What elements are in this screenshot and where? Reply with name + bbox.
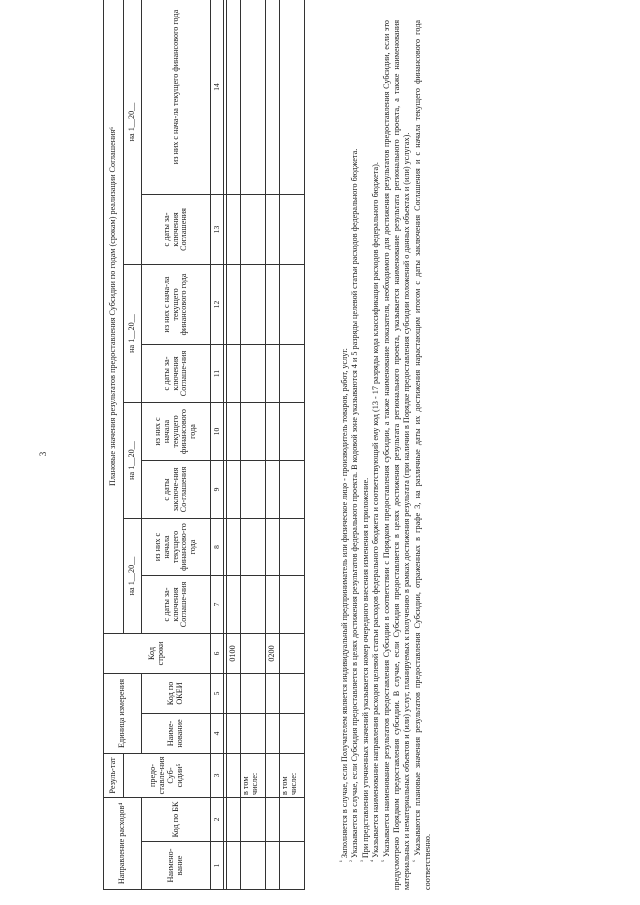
table-cell[interactable]	[227, 460, 241, 518]
from-signing-3-header: с даты за-ключения Соглаше-ния	[142, 344, 211, 402]
name-header: Наимено-вание	[142, 842, 211, 890]
table-cell[interactable]	[241, 460, 266, 518]
table-cell[interactable]	[280, 673, 305, 713]
period-4-header: на 1__20__	[124, 0, 142, 264]
line-code-cell	[280, 633, 305, 673]
table-cell[interactable]	[266, 714, 280, 754]
from-signing-4-header: с даты за-ключения Соглашения	[142, 194, 211, 264]
footnote-text: Указывается наименование направления расходов целевой статьи расходов федерального бюджета и соответствующий ему код (13 - 17 разряды кода классификации расходов федерального бюджета).	[371, 162, 381, 858]
table-cell[interactable]	[280, 460, 305, 518]
table-cell[interactable]	[241, 575, 266, 633]
line-code-cell: 0200	[266, 633, 280, 673]
table-cell[interactable]	[280, 402, 305, 460]
table-cell[interactable]	[280, 798, 305, 842]
table-row	[227, 0, 241, 890]
table-cell[interactable]	[280, 518, 305, 575]
footnote-mark: ⁴	[370, 859, 377, 862]
footnote	[340, 20, 350, 890]
footnote-text: Указывается наименование результатов предоставления Субсидии в соответствии с Порядком предоставления субсидии, а также наименование показателя, необходимого для достижения результатов предоставления Субсидии, если это предусмотрено Порядком предоставления субсидии. В случае, если Субсидия предоставляется в целях достижения результата регионального проекта, указывается наименование результата регионального проекта, а также наименования материальных и нематериальных объектов и (или) услуг, планируемых к получению в рамках достижения результата (при наличии в Порядке предоставления субсидии положений о данных объектах и (или) услугах).	[381, 19, 412, 890]
result-group-header: Резуль-тат	[104, 754, 124, 798]
footnote-mark: ³	[360, 860, 367, 862]
footnote-mark: ⁵	[380, 859, 387, 862]
table-cell[interactable]	[280, 714, 305, 754]
table-cell[interactable]	[266, 0, 280, 194]
planned-values-group-header: Плановые значения результатов предоставления Субсидии по годам (срокам) реализации Соглашения⁶	[104, 0, 124, 633]
column-number: 6	[211, 633, 224, 673]
footnote-mark: ⁶	[412, 859, 419, 862]
footnote-text: Заполняется в случае, если Получателем является индивидуальный предприниматель или физическое лицо - производитель товаров, работ, услуг.	[340, 348, 349, 859]
row-label	[266, 754, 280, 798]
unit-name-header: Наиме-нование	[142, 714, 211, 754]
row-label: в том числе:	[280, 754, 305, 798]
table-cell[interactable]	[280, 575, 305, 633]
okei-code-header: Код по ОКЕИ	[142, 673, 211, 713]
table-cell[interactable]	[280, 344, 305, 402]
column-number: 13	[211, 194, 224, 264]
table-row	[280, 0, 305, 890]
footnote	[350, 20, 360, 890]
from-signing-1-header: с даты за-ключения Соглаше-ния	[142, 575, 211, 633]
from-signing-2-header: с даты заключе-ния Со-глашения	[142, 460, 211, 518]
row-label: в том числе:	[241, 754, 266, 798]
footnote-mark: ²	[349, 860, 356, 862]
column-number: 1	[211, 842, 224, 890]
direction-group-header: Направление расходов⁴	[104, 798, 142, 890]
period-3-header: на 1__20__	[124, 264, 142, 402]
line-code-header: Код строки	[104, 633, 211, 673]
table-cell[interactable]	[241, 264, 266, 344]
table-cell[interactable]	[241, 194, 266, 264]
footnotes	[340, 20, 434, 890]
table-cell[interactable]	[227, 673, 241, 713]
table-cell[interactable]	[266, 842, 280, 890]
unit-group-header: Единица измерения	[104, 673, 142, 753]
column-number: 7	[211, 575, 224, 633]
table-cell[interactable]	[280, 842, 305, 890]
result-subheader: предо-ставле-ния Суб-сидии⁵	[124, 754, 211, 798]
column-number: 2	[211, 798, 224, 842]
column-number: 4	[211, 714, 224, 754]
from-year-2-header: из них с начала текущего финансового года	[142, 402, 211, 460]
column-number: 12	[211, 264, 224, 344]
table-cell[interactable]	[241, 673, 266, 713]
table-cell[interactable]	[266, 460, 280, 518]
table-cell[interactable]	[266, 673, 280, 713]
footnote	[371, 20, 381, 890]
table-cell[interactable]	[266, 402, 280, 460]
from-year-1-header: из них с начала текущего финансово-го года	[142, 518, 211, 575]
table-cell[interactable]	[241, 798, 266, 842]
footnote	[361, 20, 371, 890]
line-code-cell	[241, 633, 266, 673]
column-number: 14	[211, 0, 224, 194]
table-cell[interactable]	[241, 402, 266, 460]
table-row	[266, 0, 280, 890]
table-cell[interactable]	[227, 344, 241, 402]
table-cell[interactable]	[280, 264, 305, 344]
table-row	[241, 0, 266, 890]
table-cell[interactable]	[266, 798, 280, 842]
table-cell[interactable]	[266, 264, 280, 344]
column-number: 3	[211, 754, 224, 798]
table-cell[interactable]	[227, 842, 241, 890]
from-year-4-header: из них с нача-ла текущего финансового года	[142, 0, 211, 194]
line-code-cell: 0100	[227, 633, 241, 673]
from-year-3-header: из них с нача-ла текущего финансового года	[142, 264, 211, 344]
table-cell[interactable]	[227, 518, 241, 575]
table-cell[interactable]	[227, 575, 241, 633]
table-cell[interactable]	[227, 194, 241, 264]
table-cell[interactable]	[266, 194, 280, 264]
footnote-text: Указывается в случае, если Субсидия предоставляется в целях достижения результатов федерального проекта. В кодовой зоне указываются 4 и 5 разряды целевой статьи расходов федерального бюджета.	[350, 148, 360, 859]
table-cell[interactable]	[266, 575, 280, 633]
table-cell[interactable]	[241, 0, 266, 194]
table-cell[interactable]	[266, 344, 280, 402]
column-numbers-row	[211, 0, 224, 890]
table-cell[interactable]	[280, 0, 305, 194]
column-number: 8	[211, 518, 224, 575]
planned-values-table	[103, 0, 305, 890]
footnote	[413, 20, 434, 890]
page-number: 3	[38, 451, 48, 457]
row-label	[227, 754, 241, 798]
table-cell[interactable]	[241, 714, 266, 754]
table-cell[interactable]	[227, 0, 241, 194]
bk-code-header: Код по БК	[142, 798, 211, 842]
period-2-header: на 1__20__	[124, 402, 142, 518]
table-cell[interactable]	[227, 798, 241, 842]
footnote-text: При представлении уточненных значений указывается номер очередного внесения изменения в приложение.	[360, 477, 370, 859]
footnote-text: Указываются плановые значения результатов предоставления Субсидии, отраженных в графе 3, на различные даты их достижения нарастающим итогом с даты заключения Соглашения и с начала текущего финансового года соответственно.	[412, 20, 433, 890]
column-number: 9	[211, 460, 224, 518]
table-cell[interactable]	[280, 194, 305, 264]
footnote	[382, 20, 413, 890]
footnote-mark: ¹	[339, 860, 346, 862]
column-number: 11	[211, 344, 224, 402]
table-cell[interactable]	[266, 518, 280, 575]
table-cell[interactable]	[227, 402, 241, 460]
table-cell[interactable]	[227, 714, 241, 754]
column-number: 5	[211, 673, 224, 713]
table-cell[interactable]	[241, 842, 266, 890]
table-cell[interactable]	[241, 518, 266, 575]
table-cell[interactable]	[241, 344, 266, 402]
column-number: 10	[211, 402, 224, 460]
period-1-header: на 1__20__	[124, 518, 142, 633]
planned-values-table-wrap	[103, 9, 305, 890]
table-cell[interactable]	[227, 264, 241, 344]
